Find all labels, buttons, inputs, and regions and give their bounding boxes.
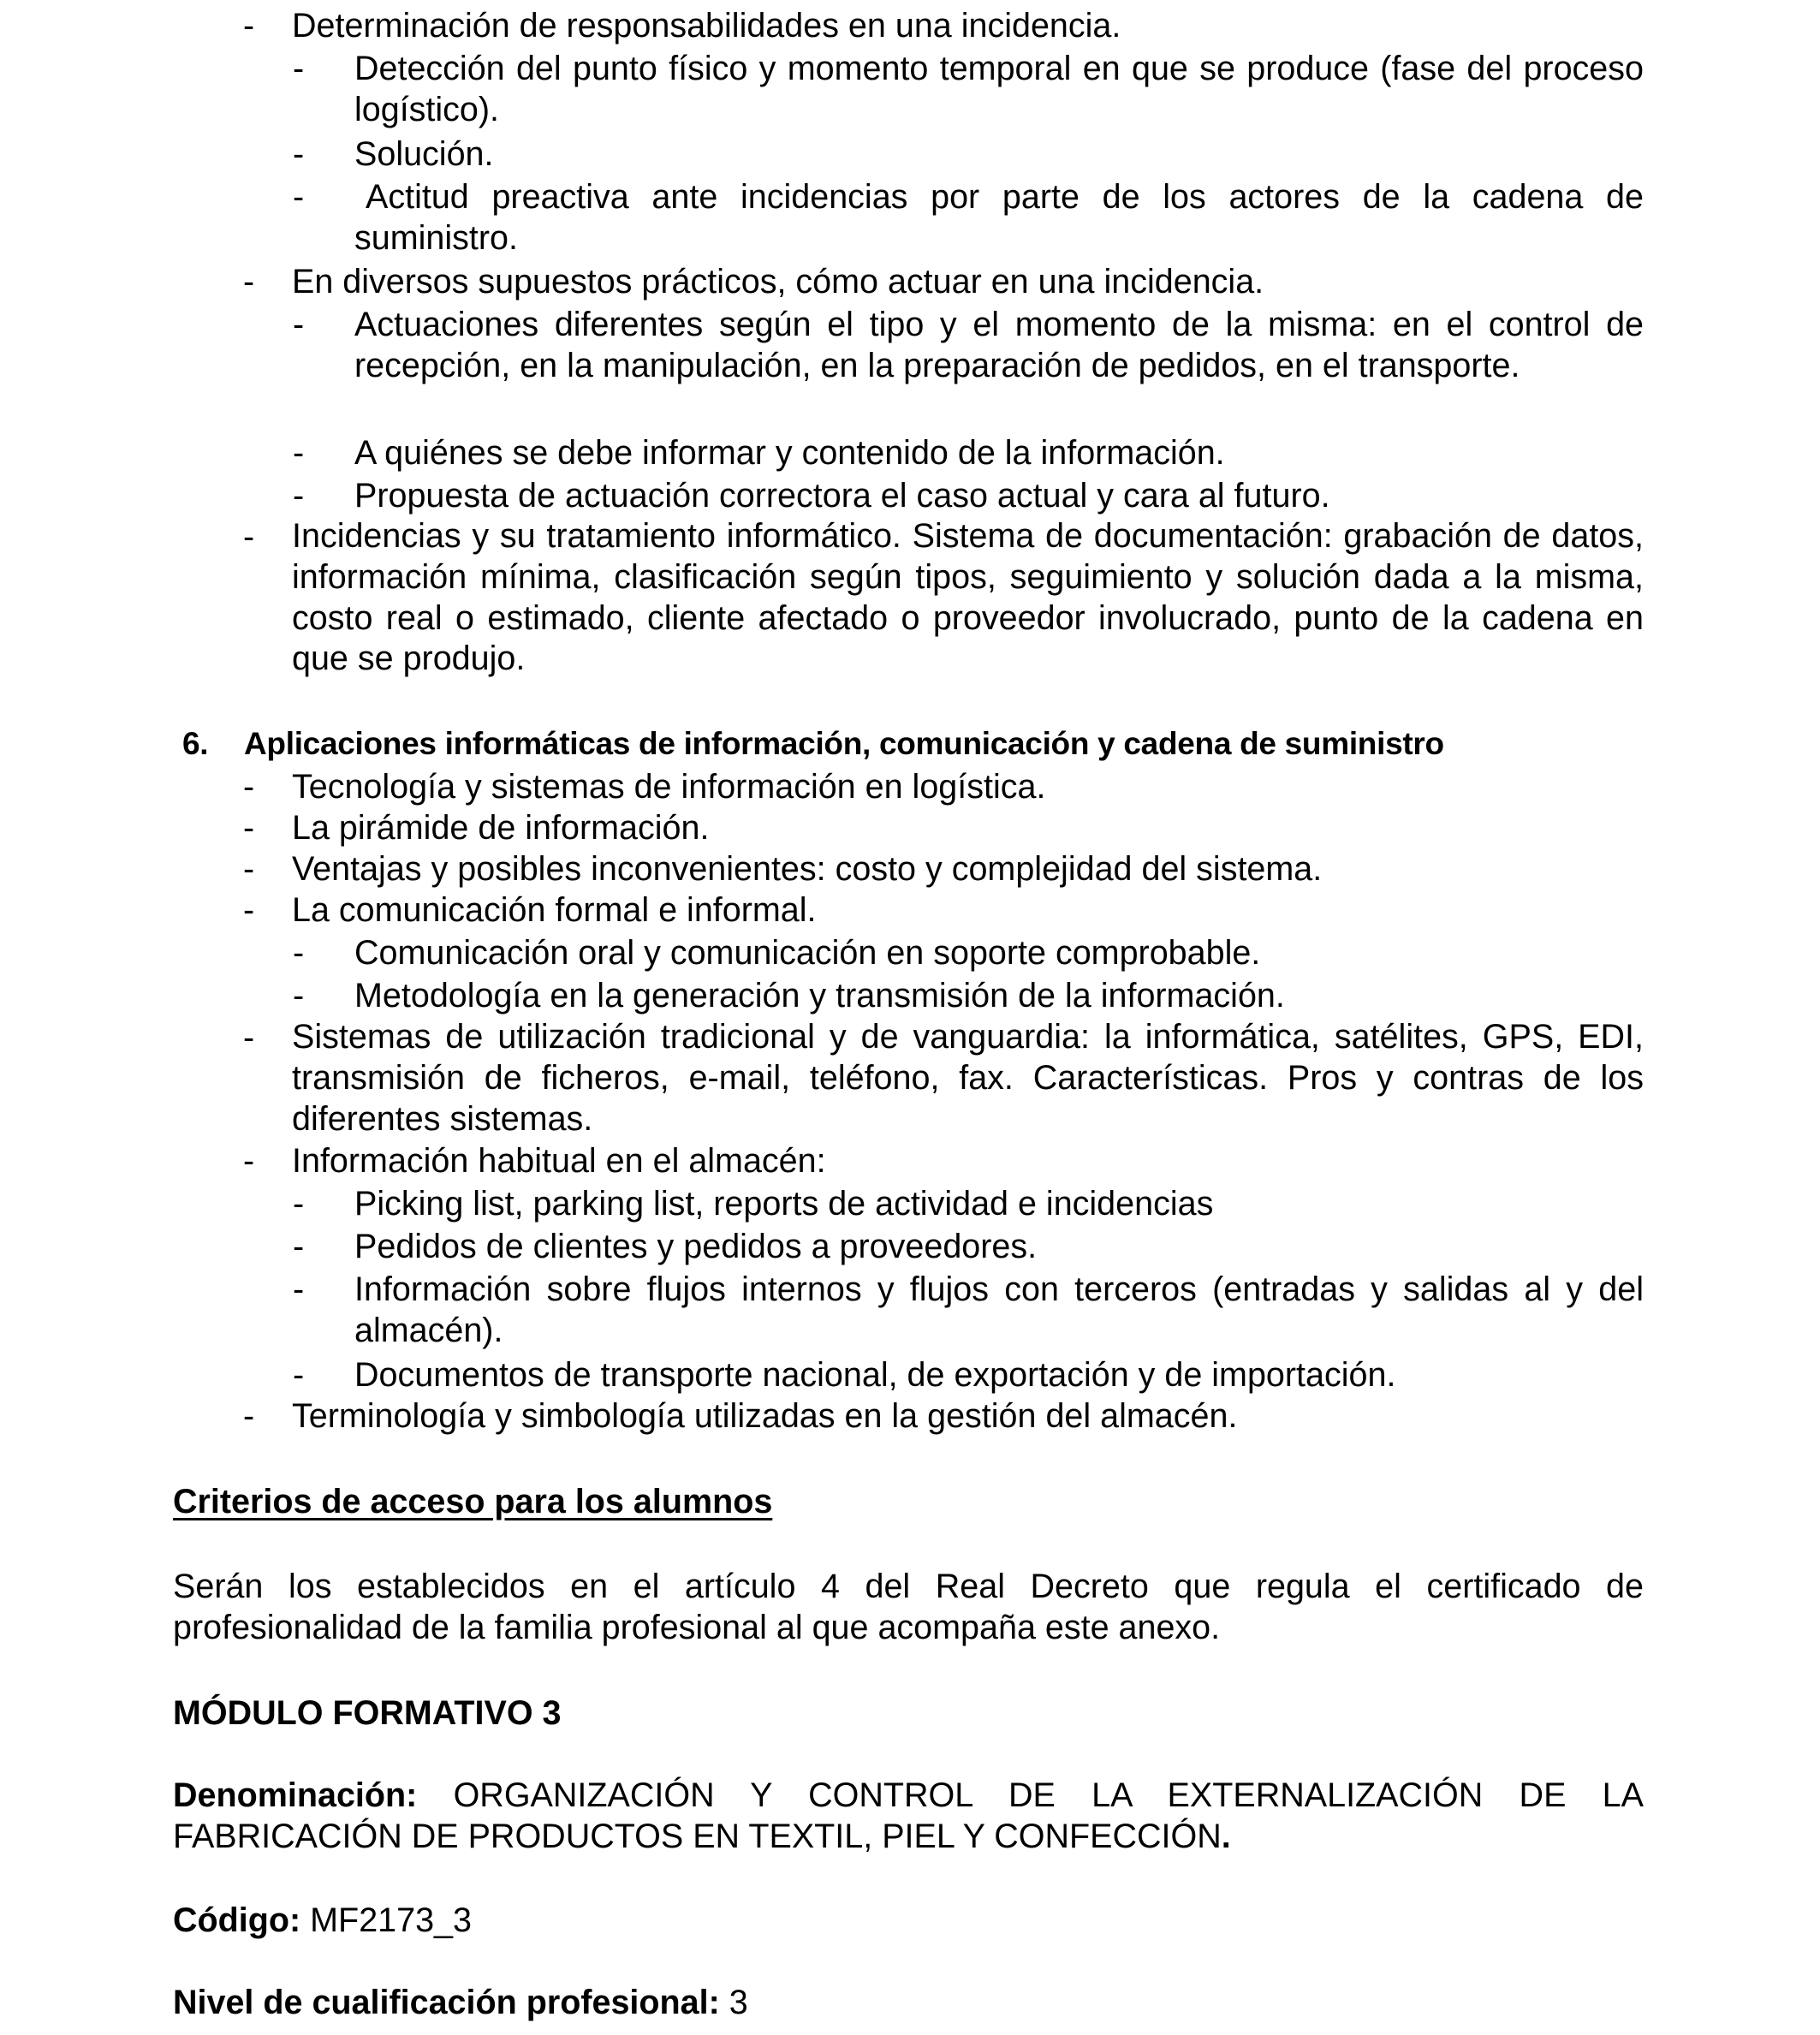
bullet-dash: - <box>293 135 305 173</box>
list-item-text: Tecnología y sistemas de información en logística. <box>292 768 1046 806</box>
bullet-dash: - <box>243 1397 255 1435</box>
list-item-text: Documentos de transporte nacional, de exportación y de importación. <box>354 1356 1396 1394</box>
bullet-dash: - <box>293 434 305 472</box>
list-item-text: La pirámide de información. <box>292 809 710 847</box>
bullet-dash: - <box>243 7 255 45</box>
list-item-text: La comunicación formal e informal. <box>292 891 817 929</box>
nivel-value: 3 <box>729 1984 748 2021</box>
list-item-text: Ventajas y posibles inconvenientes: costo y complejidad del sistema. <box>292 850 1323 888</box>
list-item-text: Información habitual en el almacén: <box>292 1142 826 1180</box>
bullet-dash: - <box>293 178 305 216</box>
section-number: 6. <box>182 726 209 761</box>
bullet-dash: - <box>293 1228 305 1265</box>
list-item-text <box>292 516 1644 680</box>
list-item-text: Propuesta de actuación correctora el caso actual y cara al futuro. <box>354 477 1330 515</box>
list-item-text: Terminología y simbología utilizadas en la gestión del almacén. <box>292 1397 1238 1435</box>
list-item-text: Picking list, parking list, reports de actividad e incidencias <box>354 1185 1214 1223</box>
criteria-heading: Criterios de acceso para los alumnos <box>173 1483 773 1520</box>
list-item-text: Pedidos de clientes y pedidos a proveedores. <box>354 1228 1038 1265</box>
list-item-text: Actitud preactiva ante incidencias por parte de los actores de la cadena de suministro. <box>354 178 1644 258</box>
module-nivel <box>173 1982 1644 2023</box>
bullet-dash: - <box>243 768 255 806</box>
bullet-dash: - <box>293 977 305 1015</box>
nivel-label: Nivel de cualificación profesional: <box>173 1984 720 2021</box>
list-item-text: Información sobre flujos internos y flujos con terceros (entradas y salidas al y del almacén). <box>354 1270 1644 1350</box>
bullet-dash: - <box>243 1142 255 1180</box>
bullet-dash: - <box>293 1356 305 1394</box>
bullet-dash: - <box>243 809 255 847</box>
bullet-dash: - <box>243 263 255 300</box>
denominacion-label: Denominación: <box>173 1776 418 1814</box>
codigo-value: MF2173_3 <box>310 1901 472 1939</box>
section-title: Aplicaciones informáticas de información, comunicación y cadena de suministro <box>244 726 1444 761</box>
bullet-dash: - <box>293 934 305 972</box>
bullet-dash: - <box>243 891 255 929</box>
bullet-dash: - <box>293 1185 305 1223</box>
criteria-text: Serán los establecidos en el artículo 4 del Real Decreto que regula el certificado de profesionalidad de la familia profesional al que acompaña este anexo. <box>173 1568 1644 1647</box>
bullet-dash: - <box>293 306 305 343</box>
bullet-dash: - <box>293 50 305 87</box>
list-item-text: Determinación de responsabilidades en una incidencia. <box>292 7 1121 45</box>
list-item-text: Actuaciones diferentes según el tipo y el momento de la misma: en el control de recepción, en la manipulación, en la preparación de pedidos, en el transporte. <box>354 306 1644 385</box>
module-heading: MÓDULO FORMATIVO 3 <box>173 1694 562 1732</box>
list-item-text: A quiénes se debe informar y contenido de la información. <box>354 434 1225 472</box>
module-codigo <box>173 1900 1644 1941</box>
bullet-dash: - <box>243 1019 255 1056</box>
list-item-text: Detección del punto físico y momento temporal en que se produce (fase del proceso logístico). <box>354 50 1644 129</box>
denominacion-period: . <box>1221 1818 1231 1856</box>
list-item-text: Sistemas de utilización tradicional y de vanguardia: la informática, satélites, GPS, EDI, transmisión de ficheros, e-mail, teléfono, fax. Características. Pros y contras de los diferentes sistemas. <box>292 1018 1644 1138</box>
list-item-text: Solución. <box>354 135 494 173</box>
section-heading <box>182 724 1444 763</box>
list-item-text: Comunicación oral y comunicación en soporte comprobable. <box>354 934 1261 972</box>
bullet-dash: - <box>293 1270 305 1308</box>
list-item-text: Metodología en la generación y transmisión de la información. <box>354 977 1285 1015</box>
denominacion-value: ORGANIZACIÓN Y CONTROL DE LA EXTERNALIZACIÓN DE LA FABRICACIÓN DE PRODUCTOS EN TEXTIL, PIEL Y CONFECCIÓN <box>173 1776 1644 1856</box>
list-item-text: En diversos supuestos prácticos, cómo actuar en una incidencia. <box>292 263 1264 300</box>
bullet-dash: - <box>243 518 255 556</box>
codigo-label: Código: <box>173 1901 301 1939</box>
module-denominacion <box>173 1775 1644 1857</box>
list-item-paragraph: Incidencias y su tratamiento informático. Sistema de documentación: grabación de datos, información mínima, clasificación según tipos, seguimiento y solución dada a la misma, costo real o estimado, cliente afectado o proveedor involucrado, punto de la cadena en que se produjo. <box>292 517 1644 678</box>
bullet-dash: - <box>293 477 305 515</box>
bullet-dash: - <box>243 850 255 888</box>
